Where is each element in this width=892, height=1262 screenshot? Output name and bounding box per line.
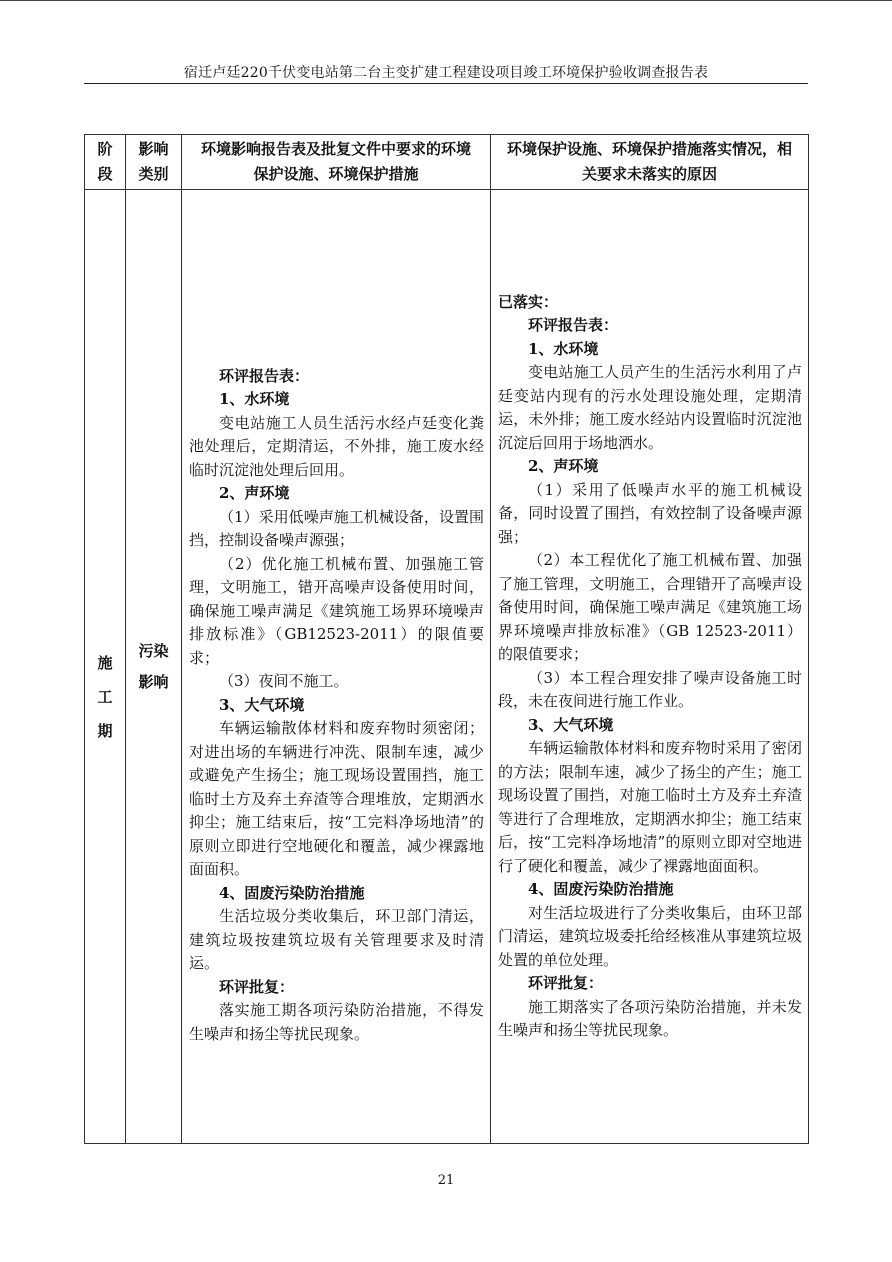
- stage-char: 施: [97, 653, 113, 672]
- section-heading: 环评批复：: [528, 974, 604, 992]
- section-heading: 环评报告表：: [528, 316, 619, 334]
- paragraph: （3）本工程合理安排了噪声设备施工时段，未在夜间进行施工作业。: [498, 668, 802, 710]
- section-heading: 环评批复：: [219, 977, 295, 996]
- table-header-row: [85, 135, 809, 190]
- paragraph: （2）优化施工机械布置、加强施工管理，文明施工，错开高噪声设备使用时间，确保施工噪声满足《建筑施工场界环境噪声排放标准》（GB12523-2011）的限值要求；: [189, 554, 484, 667]
- requirements-content: [182, 365, 490, 1047]
- header-requirements: 环境影响报告表及批复文件中要求的环境保护设施、环境保护措施: [182, 135, 491, 190]
- stage-char: 期: [97, 721, 113, 740]
- paragraph: 变电站施工人员产生的生活污水利用了卢廷变站内现有的污水处理设施处理，定期清运，未外排；施工废水经站内设置临时沉淀池沉淀后回用于场地洒水。: [498, 363, 802, 452]
- implementation-content: [491, 291, 808, 1043]
- paragraph: （3）夜间不施工。: [219, 672, 349, 691]
- header-category: 影响类别: [126, 135, 182, 190]
- section-heading: 2、声环境: [528, 457, 599, 475]
- measures-table: [84, 134, 809, 1144]
- page-number: 21: [437, 1173, 455, 1188]
- section-heading: 4、固废污染防治措施: [219, 883, 365, 902]
- paragraph: 生活垃圾分类收集后，环卫部门清运，建筑垃圾按建筑垃圾有关管理要求及时清运。: [189, 907, 484, 973]
- section-heading: 3、大气环境: [219, 695, 305, 714]
- stage-char: 工: [97, 687, 113, 706]
- header-rule: [84, 83, 808, 84]
- section-heading: 3、大气环境: [528, 715, 614, 734]
- paragraph: （1）采用了低噪声水平的施工机械设备，同时设置了围挡，有效控制了设备噪声源强；: [498, 480, 802, 546]
- paragraph: 变电站施工人员生活污水经卢廷变化粪池处理后，定期清运，不外排，施工废水经临时沉淀池处理后回用。: [189, 413, 484, 479]
- table-row: [85, 190, 809, 1144]
- section-heading: 环评报告表：: [219, 366, 310, 385]
- paragraph: 车辆运输散体材料和废弃物时须密闭；对进出场的车辆进行冲洗、限制车速，减少或避免产生扬尘；施工现场设置围挡，施工临时土方及弃土弃渣等合理堆放，定期洒水抑尘；施工结束后，按“工完料净场地清”的原则立即进行空地硬化和覆盖，减少裸露地面面积。: [189, 719, 484, 879]
- category-cell: [126, 190, 182, 1144]
- paragraph: 对生活垃圾进行了分类收集后，由环卫部门清运，建筑垃圾委托给经核准从事建筑垃圾处置的单位处理。: [498, 903, 802, 969]
- paragraph: （2）本工程优化了施工机械布置、加强了施工管理，文明施工，合理错开了高噪声设备使用时间，确保施工噪声满足《建筑施工场界环境噪声排放标准》（GB 12523-2011）的限值要求；: [498, 551, 802, 663]
- header-implementation: 环境保护设施、环境保护措施落实情况，相关要求未落实的原因: [491, 135, 809, 190]
- requirements-cell: [182, 190, 491, 1144]
- section-heading: 4、固废污染防治措施: [528, 880, 674, 898]
- category-label: 污染影响: [138, 641, 169, 691]
- paragraph: 施工期落实了各项污染防治措施，并未发生噪声和扬尘等扰民现象。: [498, 997, 802, 1039]
- section-heading: 1、水环境: [528, 339, 599, 358]
- paragraph: 车辆运输散体材料和废弃物时采用了密闭的方法；限制车速，减少了扬尘的产生；施工现场设置了围挡，对施工临时土方及弃土弃渣等进行了合理堆放，定期洒水抑尘；施工结束后，按“工完料净场地清”的原则立即对空地进行了硬化和覆盖，减少了裸露地面面积。: [498, 739, 802, 875]
- paragraph: 落实施工期各项污染防治措施，不得发生噪声和扬尘等扰民现象。: [189, 1001, 484, 1043]
- document-header: 宿迁卢廷220千伏变电站第二台主变扩建工程建设项目竣工环境保护验收调查报告表: [183, 65, 709, 81]
- section-heading: 已落实：: [498, 292, 559, 311]
- paragraph: （1）采用低噪声施工机械设备，设置围挡，控制设备噪声源强；: [189, 507, 484, 550]
- section-heading: 2、声环境: [219, 484, 290, 503]
- section-heading: 1、水环境: [219, 390, 290, 409]
- implementation-cell: [491, 190, 809, 1144]
- header-stage: 阶段: [85, 135, 126, 190]
- stage-cell: [85, 190, 126, 1144]
- top-border: [0, 0, 892, 1]
